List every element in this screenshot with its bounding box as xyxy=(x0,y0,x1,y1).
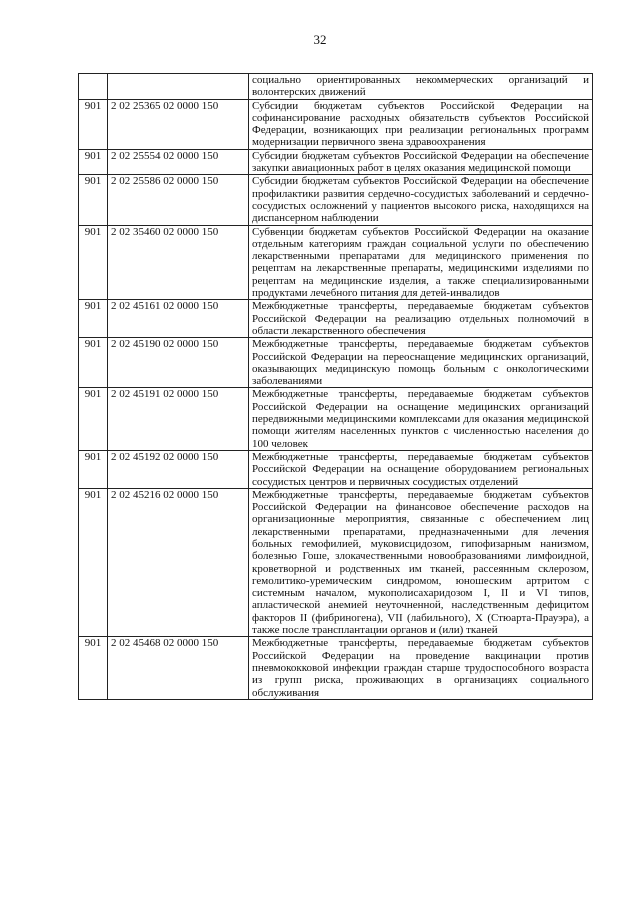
admin-code-cell: 901 xyxy=(79,149,108,175)
admin-code-cell: 901 xyxy=(79,637,108,699)
revenue-name-cell: социально ориентированных некоммерческих организаций и волонтерских движений xyxy=(249,74,593,100)
table-row xyxy=(79,300,593,338)
classification-code-cell: 2 02 25586 02 0000 150 xyxy=(108,175,249,225)
table-row xyxy=(79,74,593,100)
table-row xyxy=(79,149,593,175)
classification-code-cell: 2 02 45190 02 0000 150 xyxy=(108,338,249,388)
classification-code-cell: 2 02 35460 02 0000 150 xyxy=(108,225,249,300)
table-row xyxy=(79,175,593,225)
revenue-name-cell: Межбюджетные трансферты, передаваемые бюджетам субъектов Российской Федерации на проведение вакцинации против пневмококковой инфекции граждан старше трудоспособного возраста из групп риска, проживающих в организациях социального обслуживания xyxy=(249,637,593,699)
table-row xyxy=(79,488,593,637)
table-row xyxy=(79,450,593,488)
admin-code-cell xyxy=(79,74,108,100)
admin-code-cell: 901 xyxy=(79,99,108,149)
page-number: 32 xyxy=(313,32,327,47)
admin-code-cell: 901 xyxy=(79,338,108,388)
revenue-name-cell: Межбюджетные трансферты, передаваемые бюджетам субъектов Российской Федерации на оснащение медицинских организаций передвижными медицинскими комплексами для оказания медицинской помощи жителям населенных пунктов с численностью населения до 100 человек xyxy=(249,388,593,450)
table-row xyxy=(79,388,593,450)
classification-code-cell: 2 02 45192 02 0000 150 xyxy=(108,450,249,488)
revenue-name-cell: Межбюджетные трансферты, передаваемые бюджетам субъектов Российской Федерации на финансовое обеспечение расходов на организационные мероприятия, связанные с обеспечением лиц лекарственными препаратами, предназначенными для лечения больных гемофилией, муковисцидозом, гипофизарным нанизмом, болезнью Гоше, злокачественными новообразованиями лимфоидной, кроветворной и родственных им тканей, рассеянным склерозом, гемолитико-уремическим синдромом, юношеским артритом с системным началом, мукополисахаридозом I, II и VI типов, апластической анемией неуточненной, наследственным дефицитом факторов II (фибриногена), VII (лабильного), X (Стюарта-Прауэра), а также после трансплантации органов и (или) тканей xyxy=(249,488,593,637)
table-row xyxy=(79,225,593,300)
classification-code-cell: 2 02 45216 02 0000 150 xyxy=(108,488,249,637)
revenue-name-cell: Межбюджетные трансферты, передаваемые бюджетам субъектов Российской Федерации на реализацию отдельных полномочий в области лекарственного обеспечения xyxy=(249,300,593,338)
classification-code-cell: 2 02 45468 02 0000 150 xyxy=(108,637,249,699)
table-row xyxy=(79,637,593,699)
revenue-name-cell: Межбюджетные трансферты, передаваемые бюджетам субъектов Российской Федерации на оснащение оборудованием региональных сосудистых центров и первичных сосудистых отделений xyxy=(249,450,593,488)
admin-code-cell: 901 xyxy=(79,388,108,450)
revenue-name-cell: Субсидии бюджетам субъектов Российской Федерации на софинансирование расходных обязательств субъектов Российской Федерации, возникающих при реализации региональных программ модернизации первичного звена здравоохранения xyxy=(249,99,593,149)
classification-code-cell: 2 02 25554 02 0000 150 xyxy=(108,149,249,175)
classification-code-cell: 2 02 25365 02 0000 150 xyxy=(108,99,249,149)
admin-code-cell: 901 xyxy=(79,175,108,225)
revenue-name-cell: Межбюджетные трансферты, передаваемые бюджетам субъектов Российской Федерации на переоснащение медицинских организаций, оказывающих медицинскую помощь больным с онкологическими заболеваниями xyxy=(249,338,593,388)
admin-code-cell: 901 xyxy=(79,488,108,637)
classification-code-cell: 2 02 45191 02 0000 150 xyxy=(108,388,249,450)
admin-code-cell: 901 xyxy=(79,450,108,488)
table-row xyxy=(79,338,593,388)
admin-code-cell: 901 xyxy=(79,225,108,300)
revenue-name-cell: Субсидии бюджетам субъектов Российской Федерации на обеспечение профилактики развития сердечно-сосудистых заболеваний и сердечно-сосудистых осложнений у пациентов высокого риска, находящихся на диспансерном наблюдении xyxy=(249,175,593,225)
classification-code-cell xyxy=(108,74,249,100)
table-row xyxy=(79,99,593,149)
admin-code-cell: 901 xyxy=(79,300,108,338)
revenue-name-cell: Субсидии бюджетам субъектов Российской Федерации на обеспечение закупки авиационных работ в целях оказания медицинской помощи xyxy=(249,149,593,175)
budget-classification-table xyxy=(78,73,593,700)
revenue-name-cell: Субвенции бюджетам субъектов Российской Федерации на оказание отдельным категориям граждан социальной услуги по обеспечению лекарственными препаратами для медицинского применения по рецептам на лекарственные препараты, медицинскими изделиями по рецептам на медицинские изделия, а также специализированными продуктами лечебного питания для детей-инвалидов xyxy=(249,225,593,300)
classification-code-cell: 2 02 45161 02 0000 150 xyxy=(108,300,249,338)
